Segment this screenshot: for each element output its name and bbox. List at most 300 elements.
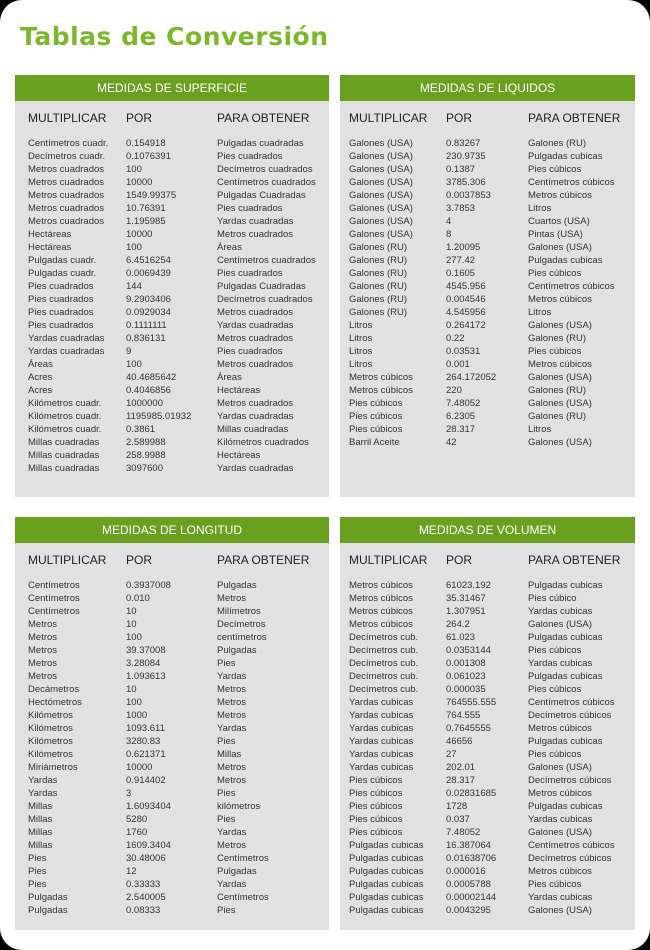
table-longitud <box>15 517 329 930</box>
table-row <box>340 254 635 267</box>
cell-para-obtener: Metros cúbicos <box>528 294 592 305</box>
cell-multiplicar: Metros <box>28 658 58 669</box>
cell-multiplicar: Galones (RU) <box>349 294 408 305</box>
table-row <box>15 189 329 202</box>
table-row <box>15 787 329 800</box>
cell-para-obtener: Pies cúbico <box>528 593 577 604</box>
cell-por: 35.31467 <box>446 593 486 604</box>
table-row <box>340 371 635 384</box>
cell-para-obtener: Yardas cuadradas <box>217 411 294 422</box>
table-row <box>15 215 329 228</box>
cell-por: 10 <box>126 684 137 695</box>
cell-para-obtener: Centímetros cuadrados <box>217 255 316 266</box>
cell-multiplicar: Pies cúbicos <box>349 411 403 422</box>
cell-multiplicar: Metros cúbicos <box>349 606 413 617</box>
cell-multiplicar: Metros <box>28 619 58 630</box>
cell-multiplicar: Galones (RU) <box>349 268 408 279</box>
cell-para-obtener: Pintas (USA) <box>528 229 583 240</box>
table-row <box>15 592 329 605</box>
cell-por: 1.20095 <box>446 242 481 253</box>
cell-para-obtener: Yardas <box>217 671 247 682</box>
table-row <box>15 839 329 852</box>
cell-multiplicar: Metros cúbicos <box>349 593 413 604</box>
cell-para-obtener: Galones (USA) <box>528 619 592 630</box>
table-row <box>15 358 329 371</box>
cell-multiplicar: Kilómetros <box>28 736 73 747</box>
cell-por: 10000 <box>126 762 153 773</box>
cell-por: 2.589988 <box>126 437 166 448</box>
cell-para-obtener: Decímetros cuadrados <box>217 164 313 175</box>
table-row <box>340 852 635 865</box>
cell-multiplicar: Pies cúbicos <box>349 424 403 435</box>
table-row <box>340 735 635 748</box>
cell-por: 16.387064 <box>446 840 491 851</box>
table-row <box>15 332 329 345</box>
cell-por: 0.914402 <box>126 775 166 786</box>
cell-multiplicar: Áreas <box>28 359 53 370</box>
cell-por: 764555.555 <box>446 697 497 708</box>
table-row <box>15 696 329 709</box>
table-row <box>15 657 329 670</box>
cell-multiplicar: Centímetros <box>28 580 80 591</box>
cell-multiplicar: Metros cúbicos <box>349 385 413 396</box>
table-row <box>340 397 635 410</box>
table-row <box>340 215 635 228</box>
cell-multiplicar: Metros <box>28 671 58 682</box>
cell-para-obtener: Pulgadas <box>217 866 257 877</box>
cell-por: 1.6093404 <box>126 801 171 812</box>
cell-multiplicar: Kilómetros cuadr. <box>28 398 102 409</box>
cell-para-obtener: Pies <box>217 658 236 669</box>
cell-multiplicar: Galones (USA) <box>349 190 413 201</box>
table-row <box>340 748 635 761</box>
cell-para-obtener: Pies cúbicos <box>528 164 582 175</box>
cell-por: 1000 <box>126 710 148 721</box>
page-title: Tablas de Conversión <box>20 22 329 51</box>
table-row <box>340 176 635 189</box>
cell-para-obtener: Pulgadas cubicas <box>528 801 603 812</box>
table-liquidos <box>340 75 635 497</box>
table-row <box>340 189 635 202</box>
panel-header: MEDIDAS DE LIQUIDOS <box>340 75 635 101</box>
table-row <box>340 761 635 774</box>
table-row <box>15 397 329 410</box>
cell-para-obtener: Pulgadas cubicas <box>528 736 603 747</box>
table-row <box>15 319 329 332</box>
cell-multiplicar: Galones (RU) <box>349 281 408 292</box>
cell-multiplicar: Kilómetros cuadr. <box>28 411 102 422</box>
cell-para-obtener: Pulgadas cubicas <box>528 255 603 266</box>
cell-por: 10 <box>126 619 137 630</box>
cell-por: 0.621371 <box>126 749 166 760</box>
column-header-para-obtener: PARA OBTENER <box>217 553 310 567</box>
cell-multiplicar: Yardas cubicas <box>349 762 414 773</box>
cell-por: 2.540005 <box>126 892 166 903</box>
cell-para-obtener: Áreas <box>217 372 242 383</box>
table-row <box>15 904 329 917</box>
cell-por: 0.22 <box>446 333 465 344</box>
cell-por: 100 <box>126 697 142 708</box>
table-row <box>15 774 329 787</box>
table-row <box>340 150 635 163</box>
table-row <box>340 657 635 670</box>
cell-multiplicar: Galones (RU) <box>349 255 408 266</box>
cell-por: 1760 <box>126 827 148 838</box>
cell-por: 0.0005788 <box>446 879 491 890</box>
cell-multiplicar: Acres <box>28 372 53 383</box>
cell-por: 1195985.01932 <box>126 411 192 422</box>
cell-por: 202.01 <box>446 762 476 773</box>
cell-para-obtener: Galones (USA) <box>528 398 592 409</box>
table-body <box>15 579 329 917</box>
cell-para-obtener: Pies cuadrados <box>217 203 283 214</box>
cell-multiplicar: Galones (USA) <box>349 164 413 175</box>
column-header-multiplicar: MULTIPLICAR <box>28 111 107 125</box>
column-header-para-obtener: PARA OBTENER <box>528 553 621 567</box>
table-row <box>340 631 635 644</box>
cell-por: 7.48052 <box>446 827 481 838</box>
cell-para-obtener: Pies cúbicos <box>528 645 582 656</box>
cell-por: 6.4516254 <box>126 255 171 266</box>
cell-multiplicar: Decímetros cub. <box>349 632 419 643</box>
cell-para-obtener: Centímetros <box>217 853 269 864</box>
cell-para-obtener: Galones (USA) <box>528 242 592 253</box>
cell-por: 10000 <box>126 177 153 188</box>
cell-para-obtener: Metros cúbicos <box>528 359 592 370</box>
cell-para-obtener: Metros <box>217 840 247 851</box>
cell-para-obtener: Pulgadas <box>217 580 257 591</box>
table-row <box>340 891 635 904</box>
table-row <box>340 800 635 813</box>
table-row <box>15 462 329 475</box>
table-row <box>340 670 635 683</box>
panel-header: MEDIDAS DE VOLUMEN <box>340 517 635 543</box>
cell-para-obtener: Galones (RU) <box>528 411 587 422</box>
cell-para-obtener: Yardas <box>217 723 247 734</box>
cell-por: 28.317 <box>446 424 476 435</box>
cell-por: 0.1605 <box>446 268 476 279</box>
cell-para-obtener: Galones (RU) <box>528 333 587 344</box>
cell-para-obtener: Pulgadas cuadradas <box>217 138 304 149</box>
table-row <box>15 670 329 683</box>
cell-multiplicar: Yardas cubicas <box>349 710 414 721</box>
table-row <box>15 683 329 696</box>
cell-multiplicar: Galones (USA) <box>349 151 413 162</box>
cell-por: 4.545956 <box>446 307 486 318</box>
cell-por: 0.7645555 <box>446 723 491 734</box>
cell-multiplicar: Yardas cubicas <box>349 723 414 734</box>
table-row <box>340 410 635 423</box>
cell-multiplicar: Kilómetros <box>28 749 73 760</box>
cell-para-obtener: Centímetros cúbicos <box>528 840 615 851</box>
table-row <box>15 800 329 813</box>
cell-por: 9 <box>126 346 132 357</box>
table-row <box>15 202 329 215</box>
cell-multiplicar: Miriámetros <box>28 762 78 773</box>
table-row <box>15 748 329 761</box>
cell-multiplicar: Decámetros <box>28 684 80 695</box>
table-row <box>15 449 329 462</box>
column-header-por: POR <box>126 553 153 567</box>
table-row <box>15 852 329 865</box>
column-header-por: POR <box>446 111 473 125</box>
cell-por: 10 <box>126 606 137 617</box>
cell-por: 264.2 <box>446 619 470 630</box>
cell-para-obtener: Metros cuadrados <box>217 229 294 240</box>
cell-multiplicar: Pies <box>28 866 47 877</box>
cell-para-obtener: Yardas <box>217 879 247 890</box>
cell-por: 7.48052 <box>446 398 481 409</box>
panel-header: MEDIDAS DE SUPERFICIE <box>15 75 329 101</box>
cell-por: 0.000016 <box>446 866 486 877</box>
table-row <box>340 618 635 631</box>
cell-multiplicar: Galones (USA) <box>349 216 413 227</box>
cell-por: 1728 <box>446 801 468 812</box>
cell-por: 0.061023 <box>446 671 486 682</box>
cell-para-obtener: Millas <box>217 749 242 760</box>
cell-multiplicar: Pulgadas cuadr. <box>28 255 97 266</box>
cell-multiplicar: Metros cuadrados <box>28 203 105 214</box>
cell-por: 764.555 <box>446 710 481 721</box>
cell-para-obtener: Galones (USA) <box>528 827 592 838</box>
cell-por: 0.0353144 <box>446 645 491 656</box>
cell-multiplicar: Yardas cubicas <box>349 697 414 708</box>
cell-multiplicar: Galones (RU) <box>349 307 408 318</box>
cell-para-obtener: Yardas cuadradas <box>217 463 294 474</box>
cell-multiplicar: Metros <box>28 645 58 656</box>
cell-para-obtener: Pulgadas Cuadradas <box>217 190 306 201</box>
cell-multiplicar: Litros <box>349 320 373 331</box>
table-row <box>340 579 635 592</box>
cell-por: 12 <box>126 866 137 877</box>
cell-multiplicar: Litros <box>349 333 373 344</box>
table-row <box>15 605 329 618</box>
cell-para-obtener: Metros <box>217 775 247 786</box>
table-row <box>15 826 329 839</box>
cell-por: 0.33333 <box>126 879 161 890</box>
cell-para-obtener: Metros <box>217 593 247 604</box>
cell-para-obtener: Litros <box>528 424 552 435</box>
cell-por: 3.7853 <box>446 203 476 214</box>
cell-para-obtener: Cuartos (USA) <box>528 216 590 227</box>
cell-para-obtener: Metros cuadrados <box>217 333 294 344</box>
cell-multiplicar: Metros cuadrados <box>28 164 105 175</box>
cell-para-obtener: Pies <box>217 814 236 825</box>
cell-por: 230.9735 <box>446 151 486 162</box>
cell-multiplicar: Millas cuadradas <box>28 437 100 448</box>
cell-para-obtener: Metros cúbicos <box>528 190 592 201</box>
cell-multiplicar: Pies cúbicos <box>349 788 403 799</box>
cell-por: 0.037 <box>446 814 470 825</box>
cell-por: 61023.192 <box>446 580 491 591</box>
table-row <box>15 267 329 280</box>
cell-para-obtener: Pulgadas cubicas <box>528 151 603 162</box>
cell-multiplicar: Pies cuadrados <box>28 307 94 318</box>
cell-multiplicar: Pulgadas cubicas <box>349 905 424 916</box>
column-headers <box>340 553 635 575</box>
cell-para-obtener: Pies cúbicos <box>528 684 582 695</box>
cell-para-obtener: Pies cúbicos <box>528 268 582 279</box>
cell-para-obtener: Centímetros cúbicos <box>528 177 615 188</box>
cell-por: 258.9988 <box>126 450 166 461</box>
table-row <box>15 241 329 254</box>
cell-por: 1609.3404 <box>126 840 171 851</box>
cell-por: 0.08333 <box>126 905 161 916</box>
cell-para-obtener: Pies <box>217 788 236 799</box>
cell-multiplicar: Acres <box>28 385 53 396</box>
cell-por: 100 <box>126 632 142 643</box>
cell-por: 0.83267 <box>446 138 481 149</box>
table-row <box>15 735 329 748</box>
table-row <box>340 696 635 709</box>
table-row <box>340 644 635 657</box>
cell-multiplicar: Millas <box>28 827 53 838</box>
cell-por: 0.03531 <box>446 346 481 357</box>
cell-para-obtener: Galones (USA) <box>528 372 592 383</box>
cell-para-obtener: Metros <box>217 697 247 708</box>
cell-multiplicar: Yardas cubicas <box>349 749 414 760</box>
cell-multiplicar: Centímetros <box>28 593 80 604</box>
table-row <box>15 644 329 657</box>
table-row <box>15 813 329 826</box>
cell-multiplicar: Metros cúbicos <box>349 619 413 630</box>
cell-por: 0.836131 <box>126 333 166 344</box>
cell-multiplicar: Pulgadas cubicas <box>349 840 424 851</box>
cell-para-obtener: Pies cúbicos <box>528 346 582 357</box>
table-row <box>15 722 329 735</box>
cell-para-obtener: Yardas cubicas <box>528 606 593 617</box>
cell-por: 0.0069439 <box>126 268 171 279</box>
cell-multiplicar: Pies cuadrados <box>28 320 94 331</box>
cell-por: 46656 <box>446 736 473 747</box>
table-body <box>340 137 635 449</box>
cell-multiplicar: Pies <box>28 853 47 864</box>
cell-por: 0.00002144 <box>446 892 497 903</box>
table-row <box>15 137 329 150</box>
cell-para-obtener: Centímetros cuadrados <box>217 177 316 188</box>
table-row <box>340 904 635 917</box>
table-row <box>15 384 329 397</box>
cell-multiplicar: Decímetros cub. <box>349 658 419 669</box>
table-row <box>340 826 635 839</box>
table-row <box>340 267 635 280</box>
cell-multiplicar: Pies cuadrados <box>28 281 94 292</box>
cell-multiplicar: Pies cúbicos <box>349 827 403 838</box>
table-row <box>340 293 635 306</box>
cell-para-obtener: Decímetros cúbicos <box>528 710 612 721</box>
column-header-multiplicar: MULTIPLICAR <box>28 553 107 567</box>
cell-para-obtener: Áreas <box>217 242 242 253</box>
table-row <box>15 579 329 592</box>
cell-multiplicar: Millas <box>28 801 53 812</box>
cell-para-obtener: Metros <box>217 762 247 773</box>
table-row <box>340 878 635 891</box>
cell-por: 1.307951 <box>446 606 486 617</box>
cell-para-obtener: Yardas cubicas <box>528 658 593 669</box>
cell-multiplicar: Yardas cuadradas <box>28 346 105 357</box>
table-row <box>340 358 635 371</box>
table-row <box>15 423 329 436</box>
table-row <box>15 878 329 891</box>
cell-por: 0.001 <box>446 359 470 370</box>
table-row <box>340 839 635 852</box>
table-row <box>340 592 635 605</box>
table-row <box>15 293 329 306</box>
cell-por: 40.4685642 <box>126 372 177 383</box>
cell-para-obtener: Galones (RU) <box>528 385 587 396</box>
column-header-multiplicar: MULTIPLICAR <box>349 111 428 125</box>
cell-multiplicar: Centímetros <box>28 606 80 617</box>
cell-multiplicar: Millas <box>28 814 53 825</box>
cell-multiplicar: Metros cuadrados <box>28 177 105 188</box>
cell-para-obtener: Centímetros <box>217 892 269 903</box>
cell-para-obtener: Pies cuadrados <box>217 151 283 162</box>
cell-por: 1093.611 <box>126 723 165 734</box>
cell-multiplicar: Decímetros cub. <box>349 684 419 695</box>
table-row <box>15 631 329 644</box>
cell-por: 0.001308 <box>446 658 486 669</box>
cell-para-obtener: Decímetros cúbicos <box>528 853 612 864</box>
cell-para-obtener: Metros cúbicos <box>528 866 592 877</box>
cell-por: 4 <box>446 216 452 227</box>
cell-multiplicar: Yardas cuadradas <box>28 333 105 344</box>
cell-para-obtener: Metros cuadrados <box>217 398 294 409</box>
table-row <box>340 202 635 215</box>
table-row <box>15 254 329 267</box>
cell-multiplicar: Pies cúbicos <box>349 814 403 825</box>
table-row <box>15 709 329 722</box>
cell-para-obtener: Metros <box>217 684 247 695</box>
table-row <box>15 761 329 774</box>
cell-por: 0.3861 <box>126 424 156 435</box>
cell-para-obtener: Kilómetros cuadrados <box>217 437 309 448</box>
table-row <box>340 436 635 449</box>
cell-para-obtener: Pulgadas cubicas <box>528 580 603 591</box>
cell-para-obtener: Yardas cuadradas <box>217 320 294 331</box>
cell-por: 0.0043295 <box>446 905 491 916</box>
cell-por: 264.172052 <box>446 372 497 383</box>
cell-multiplicar: Pulgadas cubicas <box>349 866 424 877</box>
cell-por: 1.195985 <box>126 216 166 227</box>
cell-multiplicar: Hectáreas <box>28 242 72 253</box>
cell-por: 0.1387 <box>446 164 476 175</box>
cell-multiplicar: Metros <box>28 632 58 643</box>
table-row <box>15 436 329 449</box>
cell-para-obtener: Decímetros <box>217 619 266 630</box>
cell-multiplicar: Metros cúbicos <box>349 580 413 591</box>
cell-multiplicar: Hectáreas <box>28 229 72 240</box>
cell-multiplicar: Pulgadas cubicas <box>349 892 424 903</box>
cell-para-obtener: Yardas cubicas <box>528 814 593 825</box>
cell-por: 1000000 <box>126 398 163 409</box>
cell-multiplicar: Kilómetros <box>28 723 73 734</box>
cell-por: 6.2305 <box>446 411 476 422</box>
cell-para-obtener: Yardas cubicas <box>528 892 593 903</box>
column-header-multiplicar: MULTIPLICAR <box>349 553 428 567</box>
cell-multiplicar: Millas cuadradas <box>28 463 100 474</box>
cell-para-obtener: Pies cúbicos <box>528 879 582 890</box>
table-row <box>15 306 329 319</box>
cell-para-obtener: Yardas cuadradas <box>217 216 294 227</box>
column-headers <box>340 111 635 133</box>
column-header-para-obtener: PARA OBTENER <box>217 111 310 125</box>
cell-multiplicar: Decímetros cub. <box>349 645 419 656</box>
cell-por: 3 <box>126 788 132 799</box>
table-body <box>15 137 329 475</box>
cell-por: 0.0929034 <box>126 307 171 318</box>
table-row <box>340 605 635 618</box>
table-row <box>340 137 635 150</box>
